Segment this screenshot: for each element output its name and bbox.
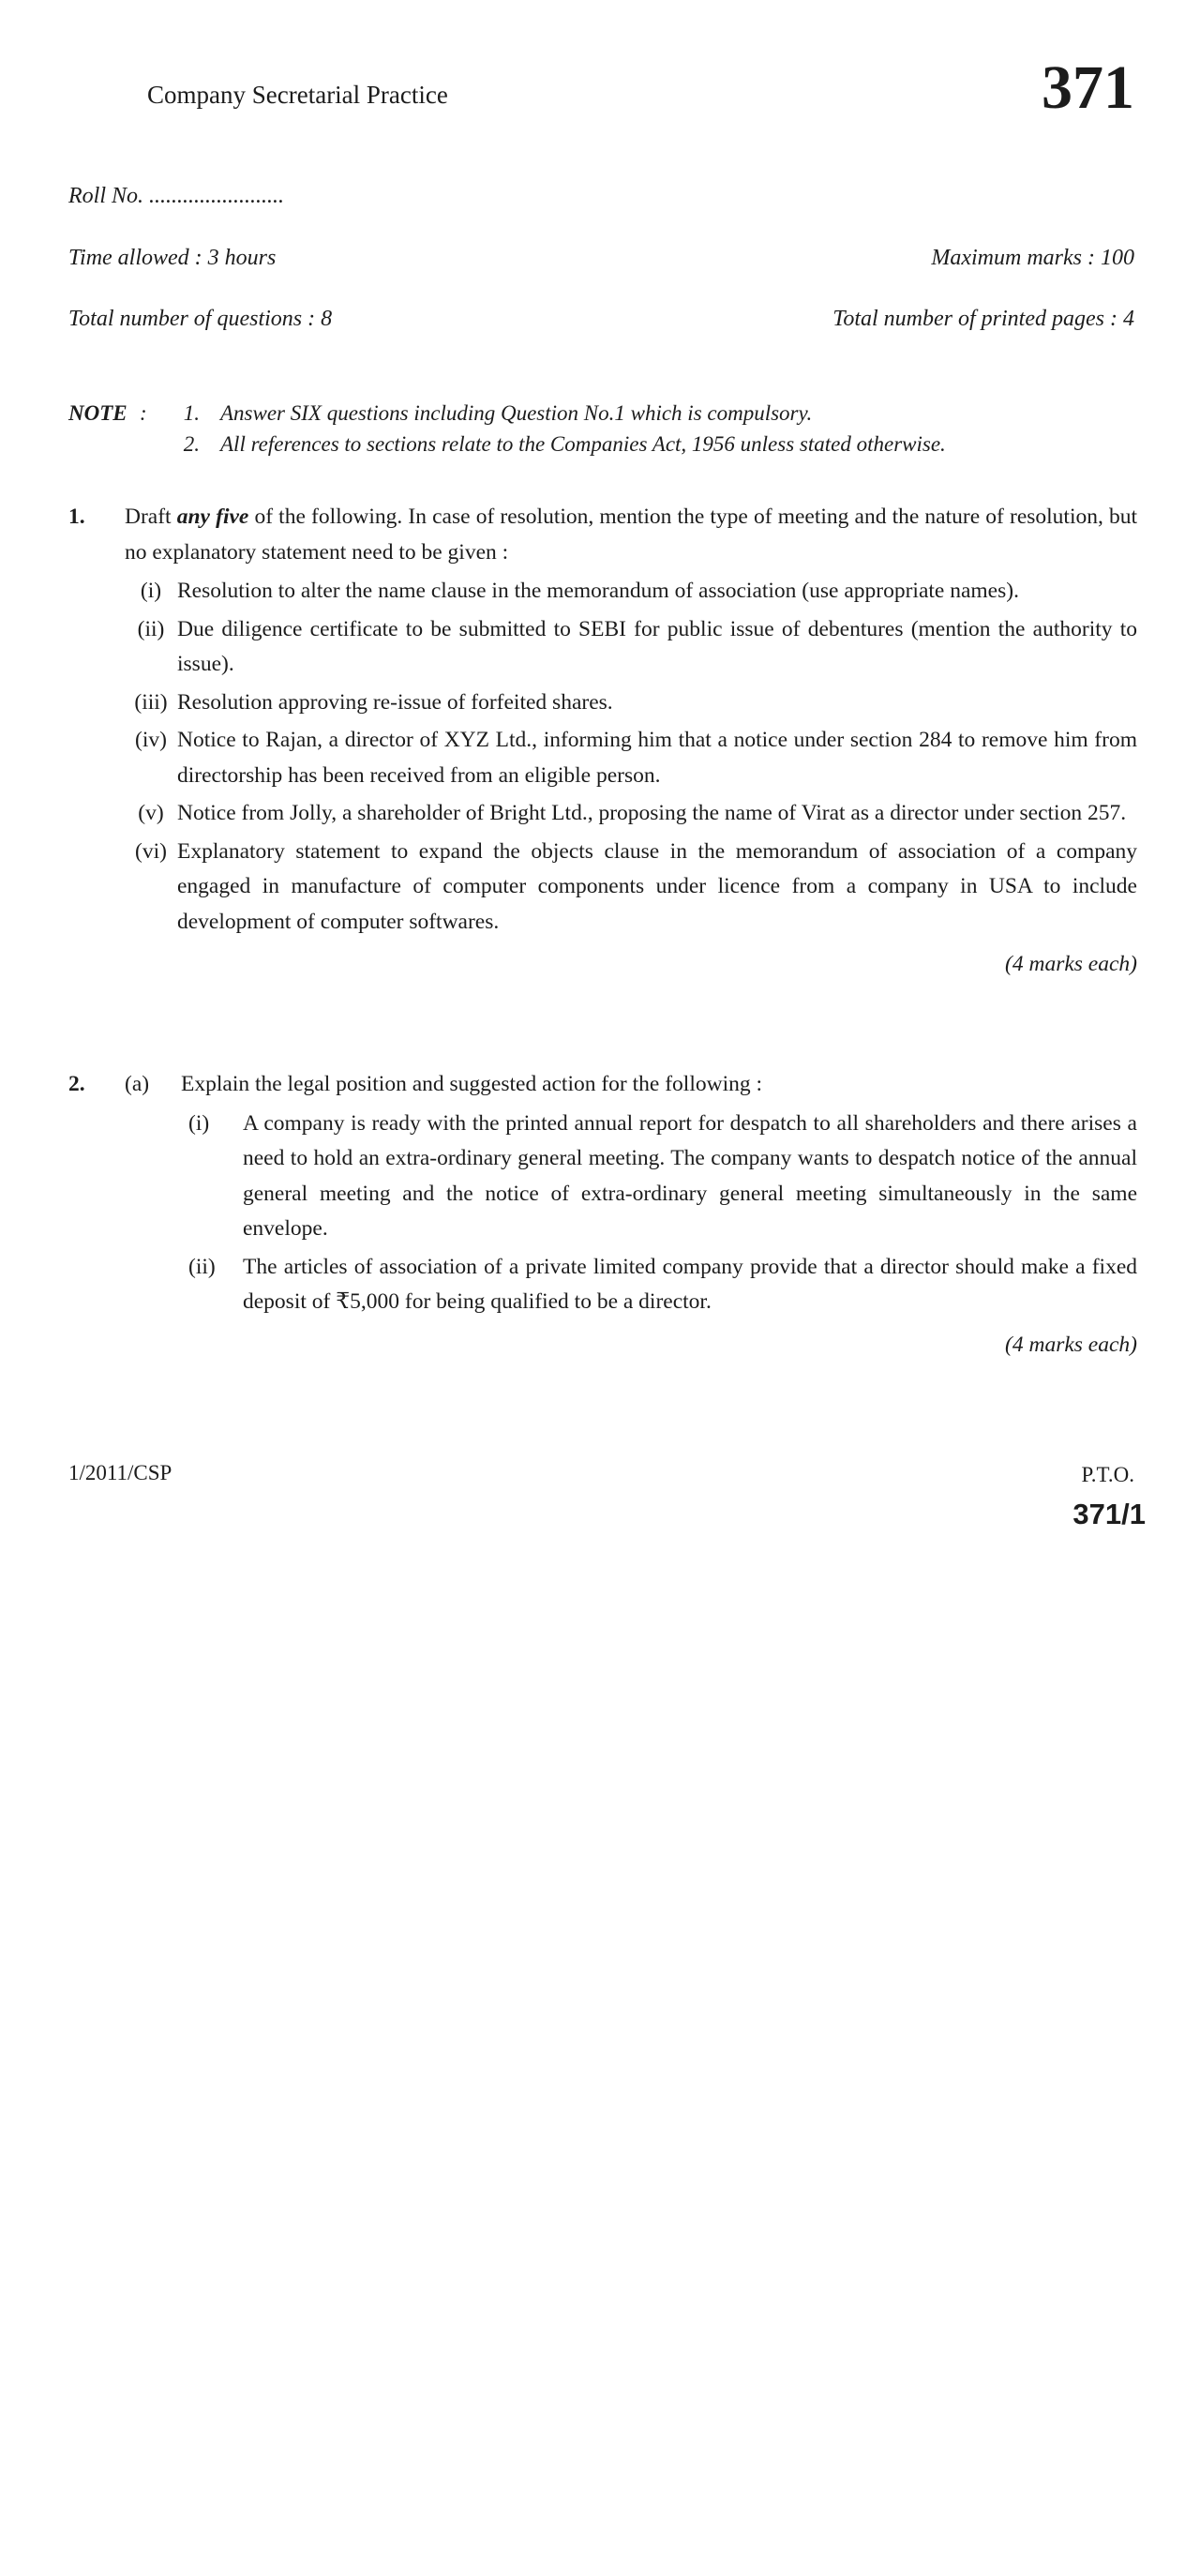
subquestion-text: Due diligence certificate to be submitted to SEBI for public issue of debentures (mention the authority to issue). [177, 616, 1137, 676]
subquestion-number: (ii) [137, 616, 165, 641]
subquestion-text: A company is ready with the printed annual report for despatch to all shareholders and there arises a need to hold an extra-ordinary general meeting. The company wants to despatch notice of the annual general meeting and the notice of extra-ordinary general meeting simultaneously in the same envelope. [243, 1110, 1137, 1241]
subquestion-number: (i) [188, 1110, 210, 1136]
subquestion-list [125, 574, 1137, 940]
question-2 [68, 1067, 1137, 1363]
subquestion-list [181, 1107, 1137, 1320]
subquestion-number: (iv) [135, 728, 167, 752]
marks-allocation: (4 marks each) [1005, 1332, 1137, 1357]
subquestion-number: (i) [140, 579, 162, 603]
maximum-marks: Maximum marks : 100 [931, 246, 1134, 270]
subquestion [125, 685, 1137, 721]
note-item-text: Answer SIX questions including Question No.1 which is compulsory. [220, 401, 813, 425]
note-block [68, 398, 1137, 459]
subquestion [125, 723, 1137, 793]
subquestion [125, 612, 1137, 683]
question-part-label: (a) [125, 1072, 150, 1096]
subquestion-text: Resolution approving re-issue of forfeited shares. [177, 689, 613, 715]
footer-page-code: 371/1 [1072, 1498, 1146, 1530]
total-questions: Total number of questions : 8 [68, 307, 333, 331]
question-number: 2. [68, 1072, 85, 1096]
subquestion-number: (v) [138, 801, 164, 825]
subquestion-text: The articles of association of a private limited company provide that a director should make a fixed deposit of ₹5,000 for being qualified to be a director. [243, 1254, 1137, 1314]
subquestion-text: Explanatory statement to expand the objects clause in the memorandum of association of a company engaged in manufacture of computer components under licence from a company in USA to include development of computer softwares. [177, 838, 1137, 934]
note-item-text: All references to sections relate to the Companies Act, 1956 unless stated otherwise. [220, 432, 946, 456]
subquestion [181, 1107, 1137, 1247]
time-allowed: Time allowed : 3 hours [68, 246, 277, 270]
total-pages: Total number of printed pages : 4 [832, 307, 1134, 331]
note-colon: : [140, 401, 147, 425]
subquestion-text: Notice to Rajan, a director of XYZ Ltd., informing him that a notice under section 284 to remove him from directorship has been received from an eligible person. [177, 728, 1137, 788]
question-text: Draft any five of the following. In case of resolution, mention the type of meeting and the nature of resolution, but no explanatory statement need to be given : [125, 505, 1138, 565]
question-emphasis: any five [176, 505, 249, 529]
subquestion [125, 796, 1137, 832]
footer-pto: P.T.O. [1081, 1463, 1134, 1486]
question-text: Explain the legal position and suggested action for the following : [181, 1072, 763, 1096]
roll-number: Roll No. ........................ [68, 184, 285, 208]
subquestion-text: Notice from Jolly, a shareholder of Bright Ltd., proposing the name of Virat as a director under section 257. [177, 801, 1127, 825]
subquestion [125, 574, 1137, 610]
paper-code: 371 [1042, 53, 1134, 122]
note-item [68, 429, 1137, 459]
question-number: 1. [68, 505, 85, 529]
subquestion [125, 835, 1137, 941]
subquestion-number: (vi) [135, 838, 167, 864]
subquestion-text: Resolution to alter the name clause in the memorandum of association (use appropriate names). [177, 579, 1019, 603]
note-item-number: 1. [183, 401, 200, 425]
note-item-number: 2. [183, 432, 200, 456]
note-item [68, 398, 1137, 429]
subquestion [181, 1250, 1137, 1320]
subquestion-number: (iii) [134, 689, 168, 715]
question-1 [68, 500, 1137, 983]
subquestion-number: (ii) [188, 1254, 216, 1279]
note-label: NOTE [68, 401, 128, 425]
subject-title: Company Secretarial Practice [147, 81, 448, 109]
footer-reference: 1/2011/CSP [68, 1461, 172, 1484]
marks-allocation: (4 marks each) [1005, 952, 1137, 976]
